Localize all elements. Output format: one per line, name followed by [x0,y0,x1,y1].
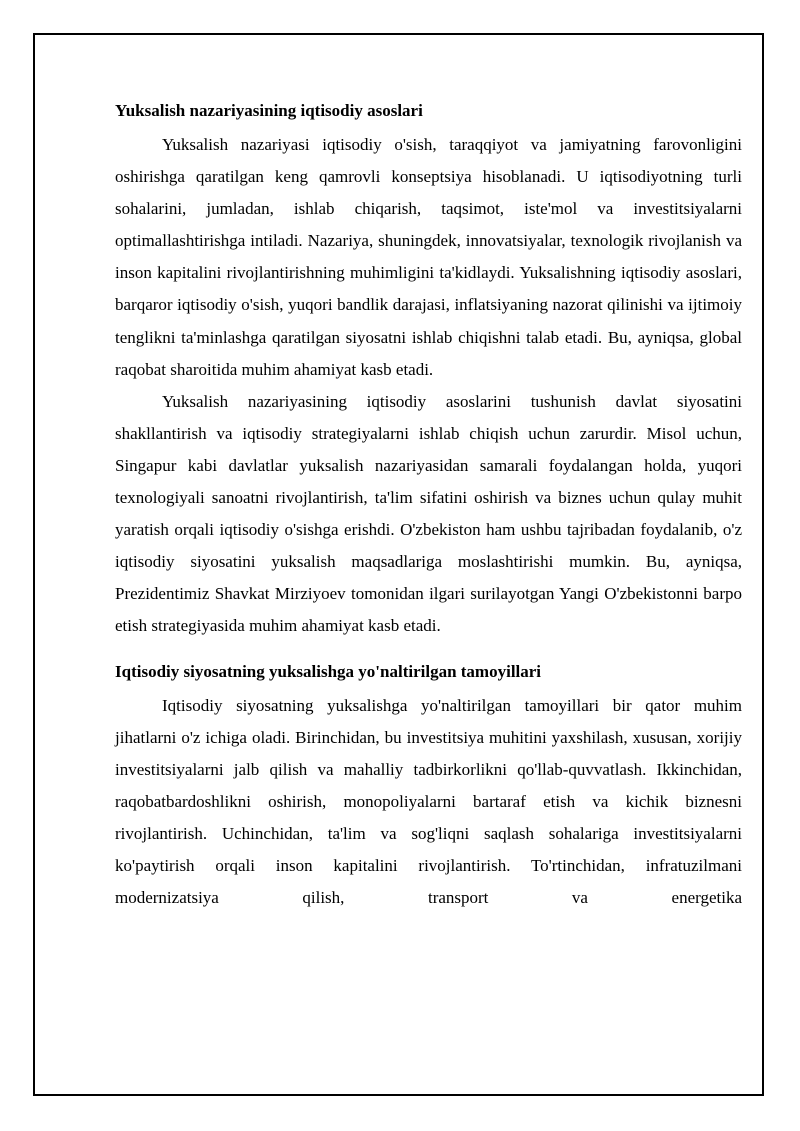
paragraph-2: Yuksalish nazariyasining iqtisodiy asoslarini tushunish davlat siyosatini shakllantirish va iqtisodiy strategiyalarni ishlab chiqish uchun zarurdir. Misol uchun, Singapur kabi davlatlar yuksalish nazariyasidan samarali foydalangan holda, yuqori texnologiyali sanoatni rivojlantirish, ta'lim sifatini oshirish va biznes uchun qulay muhit yaratish orqali iqtisodiy o'sishga erishdi. O'zbekiston ham ushbu tajribadan foydalanib, o'z iqtisodiy siyosatini yuksalish maqsadlariga moslashtirishi mumkin. Bu, ayniqsa, Prezidentimiz Shavkat Mirziyoev tomonidan ilgari surilayotgan Yangi O'zbekistonni barpo etish strategiyasida muhim ahamiyat kasb etadi. [115,391,742,636]
section-heading-1: Yuksalish nazariyasining iqtisodiy asoslari [115,101,423,120]
paragraph-3: Iqtisodiy siyosatning yuksalishga yo'naltirilgan tamoyillari bir qator muhim jihatlarni o'z ichiga oladi. Birinchidan, bu investitsiya muhitini yaxshilash, xususan, xorijiy investitsiyalarni jalb qilish va mahalliy tadbirkorlikni qo'llab-quvvatlash. Ikkinchidan, raqobatbardoshlikni oshirish, monopoliyalarni bartaraf etish va kichik biznesni rivojlantirish. Uchinchidan, ta'lim va sog'liqni saqlash sohalariga investitsiyalarni ko'paytirish orqali inson kapitalini rivojlantirish. To'rtinchidan, infratuzilmani modernizatsiya qilish, transport va energetika [115,695,742,908]
paragraph-1: Yuksalish nazariyasi iqtisodiy o'sish, taraqqiyot va jamiyatning farovonligini oshirishga qaratilgan keng qamrovli konseptsiya hisoblanadi. U iqtisodiyotning turli sohalarini, jumladan, ishlab chiqarish, taqsimot, iste'mol va investitsiyalarni optimallashtirishga intiladi. Nazariya, shuningdek, innovatsiyalar, texnologik rivojlanish va inson kapitalini rivojlantirishning muhimligini ta'kidlaydi. Yuksalishning iqtisodiy asoslari, barqaror iqtisodiy o'sish, yuqori bandlik darajasi, inflatsiyaning nazorat qilinishi va ijtimoiy tenglikni ta'minlashga qaratilgan siyosatni ishlab chiqishni talab etadi. Bu, ayniqsa, global raqobat sharoitida muhim ahamiyat kasb etadi. [115,135,742,379]
document-body [115,97,742,914]
section-heading-2: Iqtisodiy siyosatning yuksalishga yo'naltirilgan tamoyillari [115,661,542,681]
